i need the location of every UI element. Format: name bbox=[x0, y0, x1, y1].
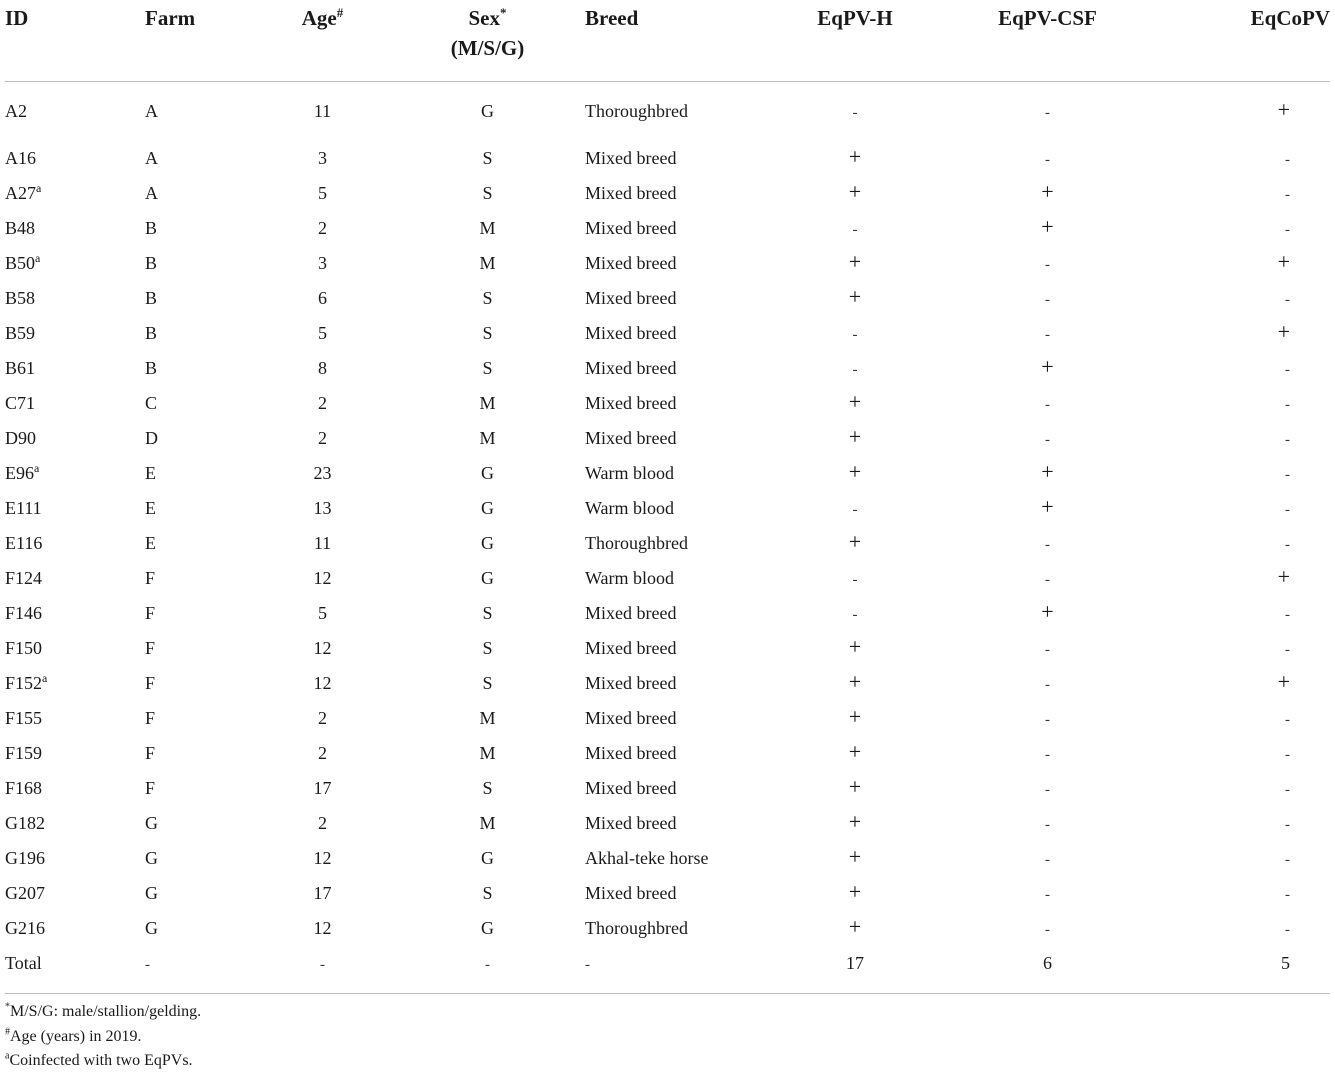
cell-sex: M bbox=[479, 393, 496, 413]
data-table-container bbox=[5, 0, 1330, 994]
cell-age: 12 bbox=[313, 848, 332, 868]
cell-age: 3 bbox=[318, 148, 327, 168]
cell-eqpv-csf: + bbox=[1041, 459, 1054, 484]
cell-eqpv-h: + bbox=[848, 634, 862, 659]
table-row bbox=[5, 911, 1330, 946]
cell-eqpv-csf: + bbox=[1041, 354, 1054, 379]
cell-sex: S bbox=[482, 673, 493, 693]
cell-age: 12 bbox=[313, 918, 332, 938]
cell-farm: G bbox=[145, 918, 158, 938]
cell-age: 12 bbox=[313, 568, 332, 588]
cell-age: 11 bbox=[313, 533, 332, 553]
cell-eqcopv: - bbox=[1285, 817, 1290, 833]
cell-eqpv-h: - bbox=[852, 572, 858, 588]
cell-breed: Mixed breed bbox=[585, 883, 677, 903]
cell-breed: Mixed breed bbox=[585, 358, 677, 378]
table-row bbox=[5, 736, 1330, 771]
footnote-line: *M/S/G: male/stallion/gelding. bbox=[5, 1001, 202, 1020]
cell-farm: A bbox=[145, 183, 158, 203]
cell-farm: F bbox=[145, 568, 156, 588]
cell-sex: M bbox=[479, 813, 496, 833]
cell-breed: Mixed breed bbox=[585, 673, 677, 693]
cell-farm: F bbox=[145, 743, 156, 763]
cell-breed: Mixed breed bbox=[585, 603, 677, 623]
cell-eqcopv: - bbox=[1285, 852, 1290, 868]
cell-eqcopv: + bbox=[1277, 564, 1290, 589]
table-row bbox=[5, 141, 1330, 176]
table-row bbox=[5, 596, 1330, 631]
cell-breed: Warm blood bbox=[585, 463, 675, 483]
table-row bbox=[5, 421, 1330, 456]
cell-farm: - bbox=[145, 946, 255, 994]
footnote-line: #Age (years) in 2019. bbox=[5, 1026, 142, 1045]
cell-id: E116 bbox=[5, 533, 43, 553]
cell-eqcopv: - bbox=[1285, 502, 1290, 518]
cell-age: 12 bbox=[313, 673, 332, 693]
cell-eqpv-h: + bbox=[848, 844, 862, 869]
cell-age: 5 bbox=[318, 323, 327, 343]
cell-eqpv-csf: - bbox=[1045, 257, 1050, 273]
cell-eqpv-csf: - bbox=[1045, 712, 1050, 728]
cell-breed: Mixed breed bbox=[585, 253, 677, 273]
cell-farm: C bbox=[145, 393, 158, 413]
cell-farm: F bbox=[145, 638, 156, 658]
cell-breed: Mixed breed bbox=[585, 183, 677, 203]
cell-eqcopv: - bbox=[1285, 747, 1290, 763]
table-row bbox=[5, 946, 1330, 994]
cell-breed: Mixed breed bbox=[585, 708, 677, 728]
cell-eqcopv: - bbox=[1285, 887, 1290, 903]
table-row bbox=[5, 841, 1330, 876]
table-row bbox=[5, 281, 1330, 316]
cell-farm: F bbox=[145, 673, 156, 693]
table-row bbox=[5, 876, 1330, 911]
header-breed: Breed bbox=[585, 0, 780, 82]
cell-eqcopv: - bbox=[1285, 292, 1290, 308]
cell-farm: B bbox=[145, 358, 158, 378]
cell-age: 6 bbox=[318, 288, 327, 308]
cell-eqcopv: - bbox=[1285, 642, 1290, 658]
cell-sex: M bbox=[479, 743, 496, 763]
cell-age: 3 bbox=[318, 253, 327, 273]
cell-eqpv-csf: - bbox=[1045, 922, 1050, 938]
cell-farm: G bbox=[145, 883, 158, 903]
cell-id: B50$^a$ bbox=[5, 251, 41, 273]
cell-sex: G bbox=[481, 918, 494, 938]
cell-eqpv-h: + bbox=[848, 914, 862, 939]
cell-sex: - bbox=[390, 946, 585, 994]
table-row bbox=[5, 176, 1330, 211]
cell-eqcopv: - bbox=[1285, 537, 1290, 553]
cell-farm: A bbox=[145, 101, 158, 121]
cell-eqpv-h: - bbox=[852, 105, 858, 121]
cell-age: 2 bbox=[318, 393, 327, 413]
cell-sex: S bbox=[482, 323, 493, 343]
cell-age: 2 bbox=[318, 813, 327, 833]
cell-farm: A bbox=[145, 148, 158, 168]
cell-eqpv-csf: + bbox=[1041, 599, 1054, 624]
table-row bbox=[5, 491, 1330, 526]
cell-eqcopv: - bbox=[1285, 362, 1290, 378]
cell-farm: D bbox=[145, 428, 158, 448]
footnote-marker: a bbox=[42, 671, 48, 685]
cell-farm: F bbox=[145, 603, 156, 623]
cell-eqpv-csf: - bbox=[1045, 782, 1050, 798]
table-row bbox=[5, 806, 1330, 841]
cell-id: F155 bbox=[5, 708, 43, 728]
cell-id: C71 bbox=[5, 393, 36, 413]
table-row bbox=[5, 351, 1330, 386]
cell-eqpv-h: - bbox=[852, 607, 858, 623]
cell-eqpv-h: + bbox=[848, 529, 862, 554]
cell-eqcopv: - bbox=[1285, 467, 1290, 483]
cell-eqpv-h: + bbox=[848, 879, 862, 904]
cell-eqpv-csf: - bbox=[1045, 327, 1050, 343]
eqpv-table bbox=[5, 0, 1330, 994]
cell-eqcopv: - bbox=[1285, 607, 1290, 623]
cell-breed: Mixed breed bbox=[585, 323, 677, 343]
cell-sex: G bbox=[481, 101, 494, 121]
cell-id: F168 bbox=[5, 778, 43, 798]
cell-breed: Thoroughbred bbox=[585, 101, 688, 121]
cell-sex: M bbox=[479, 218, 496, 238]
cell-eqpv-csf: - bbox=[1045, 432, 1050, 448]
cell-breed: Mixed breed bbox=[585, 638, 677, 658]
cell-breed: Mixed breed bbox=[585, 428, 677, 448]
cell-age: - bbox=[255, 946, 390, 994]
cell-sex: M bbox=[479, 253, 496, 273]
cell-breed: Mixed breed bbox=[585, 778, 677, 798]
cell-id: A16 bbox=[5, 148, 36, 168]
cell-eqpv-csf: - bbox=[1045, 572, 1050, 588]
cell-eqpv-h: + bbox=[848, 459, 862, 484]
footnotes bbox=[5, 1000, 201, 1074]
cell-id: B48 bbox=[5, 218, 36, 238]
cell-eqpv-h: + bbox=[848, 144, 862, 169]
table-row bbox=[5, 246, 1330, 281]
cell-eqpv-csf: - bbox=[1045, 852, 1050, 868]
cell-id: G216 bbox=[5, 918, 45, 938]
cell-id: G207 bbox=[5, 883, 45, 903]
cell-eqcopv: - bbox=[1285, 222, 1290, 238]
cell-eqcopv: - bbox=[1285, 922, 1290, 938]
cell-eqpv-h: + bbox=[848, 704, 862, 729]
cell-eqpv-h: - bbox=[852, 502, 858, 518]
table-header-row bbox=[5, 0, 1330, 82]
table-row bbox=[5, 456, 1330, 491]
cell-sex: M bbox=[479, 428, 496, 448]
cell-eqcopv: 5 bbox=[1165, 946, 1330, 994]
cell-age: 5 bbox=[318, 183, 327, 203]
footnote-marker: a bbox=[35, 251, 41, 265]
cell-sex: G bbox=[481, 568, 494, 588]
cell-breed: Akhal-teke horse bbox=[585, 848, 709, 868]
cell-age: 12 bbox=[313, 638, 332, 658]
cell-age: 2 bbox=[318, 428, 327, 448]
cell-eqpv-csf: - bbox=[1045, 887, 1050, 903]
header-id: ID bbox=[5, 0, 145, 82]
cell-eqcopv: + bbox=[1277, 97, 1290, 122]
cell-id: F150 bbox=[5, 638, 43, 658]
cell-id: F146 bbox=[5, 603, 43, 623]
cell-eqpv-h: + bbox=[848, 389, 862, 414]
cell-eqcopv: - bbox=[1285, 432, 1290, 448]
cell-eqpv-csf: - bbox=[1045, 105, 1050, 121]
cell-sex: S bbox=[482, 183, 493, 203]
cell-breed: Mixed breed bbox=[585, 148, 677, 168]
cell-eqpv-h: + bbox=[848, 739, 862, 764]
cell-sex: S bbox=[482, 778, 493, 798]
cell-sex: G bbox=[481, 533, 494, 553]
cell-eqcopv: - bbox=[1285, 782, 1290, 798]
cell-age: 2 bbox=[318, 708, 327, 728]
cell-breed: Mixed breed bbox=[585, 743, 677, 763]
cell-eqpv-csf: - bbox=[1045, 677, 1050, 693]
cell-breed: Warm blood bbox=[585, 498, 675, 518]
table-row bbox=[5, 561, 1330, 596]
cell-sex: M bbox=[479, 708, 496, 728]
header-age: Age# bbox=[255, 0, 390, 82]
cell-id: F152$^a$ bbox=[5, 671, 48, 693]
cell-eqpv-h: + bbox=[848, 249, 862, 274]
cell-breed: - bbox=[585, 946, 780, 994]
cell-eqpv-h: - bbox=[852, 222, 858, 238]
cell-age: 8 bbox=[318, 358, 327, 378]
cell-eqcopv: - bbox=[1285, 187, 1290, 203]
cell-eqpv-h: + bbox=[848, 179, 862, 204]
cell-sex: S bbox=[482, 288, 493, 308]
table-row bbox=[5, 771, 1330, 806]
cell-id: B59 bbox=[5, 323, 36, 343]
cell-eqpv-csf: - bbox=[1045, 747, 1050, 763]
cell-id: A2 bbox=[5, 101, 27, 121]
table-row bbox=[5, 82, 1330, 142]
table-row bbox=[5, 666, 1330, 701]
header-eqcopv: EqCoPV bbox=[1165, 0, 1330, 82]
table-body bbox=[5, 82, 1330, 994]
cell-farm: F bbox=[145, 778, 156, 798]
cell-sex: G bbox=[481, 848, 494, 868]
cell-farm: B bbox=[145, 253, 158, 273]
cell-eqpv-csf: - bbox=[1045, 292, 1050, 308]
cell-id: A27$^a$ bbox=[5, 181, 42, 203]
cell-age: 5 bbox=[318, 603, 327, 623]
cell-eqcopv: + bbox=[1277, 249, 1290, 274]
cell-breed: Mixed breed bbox=[585, 393, 677, 413]
cell-eqpv-csf: 6 bbox=[930, 946, 1165, 994]
cell-age: 23 bbox=[313, 463, 332, 483]
cell-breed: Mixed breed bbox=[585, 288, 677, 308]
cell-id: E96$^a$ bbox=[5, 461, 40, 483]
header-farm: Farm bbox=[145, 0, 255, 82]
cell-sex: S bbox=[482, 638, 493, 658]
cell-id: F124 bbox=[5, 568, 43, 588]
cell-eqpv-csf: - bbox=[1045, 397, 1050, 413]
table-row bbox=[5, 631, 1330, 666]
cell-breed: Warm blood bbox=[585, 568, 675, 588]
cell-id: D90 bbox=[5, 428, 36, 448]
header-eqpv-csf: EqPV-CSF bbox=[930, 0, 1165, 82]
cell-farm: B bbox=[145, 323, 158, 343]
cell-farm: F bbox=[145, 708, 156, 728]
cell-eqpv-h: - bbox=[852, 327, 858, 343]
cell-eqcopv: - bbox=[1285, 712, 1290, 728]
cell-age: 11 bbox=[313, 101, 332, 121]
cell-id: E111 bbox=[5, 498, 42, 518]
cell-sex: S bbox=[482, 603, 493, 623]
cell-sex: S bbox=[482, 883, 493, 903]
table-row bbox=[5, 316, 1330, 351]
cell-sex: G bbox=[481, 498, 494, 518]
cell-farm: E bbox=[145, 498, 156, 518]
cell-eqpv-csf: + bbox=[1041, 179, 1054, 204]
cell-eqpv-csf: - bbox=[1045, 642, 1050, 658]
cell-sex: S bbox=[482, 148, 493, 168]
cell-farm: E bbox=[145, 533, 156, 553]
cell-farm: E bbox=[145, 463, 156, 483]
cell-farm: G bbox=[145, 848, 158, 868]
cell-eqpv-csf: - bbox=[1045, 537, 1050, 553]
header-eqpv-h: EqPV-H bbox=[780, 0, 930, 82]
footnote-marker: a bbox=[36, 181, 42, 195]
cell-eqpv-h: + bbox=[848, 669, 862, 694]
cell-eqpv-h: - bbox=[852, 362, 858, 378]
cell-id: B58 bbox=[5, 288, 36, 308]
table-row bbox=[5, 386, 1330, 421]
table-row bbox=[5, 526, 1330, 561]
cell-breed: Thoroughbred bbox=[585, 918, 688, 938]
cell-eqpv-csf: - bbox=[1045, 152, 1050, 168]
cell-breed: Mixed breed bbox=[585, 813, 677, 833]
cell-eqpv-csf: + bbox=[1041, 214, 1054, 239]
cell-sex: G bbox=[481, 463, 494, 483]
cell-farm: B bbox=[145, 288, 158, 308]
cell-eqpv-h: + bbox=[848, 809, 862, 834]
cell-breed: Mixed breed bbox=[585, 218, 677, 238]
cell-farm: B bbox=[145, 218, 158, 238]
cell-age: 17 bbox=[313, 778, 332, 798]
cell-age: 17 bbox=[313, 883, 332, 903]
cell-age: 13 bbox=[313, 498, 332, 518]
table-row bbox=[5, 211, 1330, 246]
footnote-line: $^a$Coinfected with two EqPVs. bbox=[5, 1050, 193, 1069]
footnote-marker: a bbox=[34, 461, 40, 475]
cell-id: B61 bbox=[5, 358, 36, 378]
cell-eqpv-csf: + bbox=[1041, 494, 1054, 519]
cell-eqcopv: + bbox=[1277, 319, 1290, 344]
cell-eqpv-h: + bbox=[848, 284, 862, 309]
cell-eqcopv: + bbox=[1277, 669, 1290, 694]
table-row bbox=[5, 701, 1330, 736]
cell-age: 2 bbox=[318, 743, 327, 763]
cell-eqpv-h: 17 bbox=[780, 946, 930, 994]
cell-eqpv-csf: - bbox=[1045, 817, 1050, 833]
cell-id: G182 bbox=[5, 813, 45, 833]
cell-eqpv-h: + bbox=[848, 774, 862, 799]
cell-breed: Thoroughbred bbox=[585, 533, 688, 553]
cell-eqcopv: - bbox=[1285, 397, 1290, 413]
header-sex: Sex* (M/S/G) bbox=[390, 0, 585, 82]
cell-sex: S bbox=[482, 358, 493, 378]
cell-age: 2 bbox=[318, 218, 327, 238]
cell-eqpv-h: + bbox=[848, 424, 862, 449]
cell-id: Total bbox=[5, 946, 145, 994]
cell-id: F159 bbox=[5, 743, 43, 763]
cell-farm: G bbox=[145, 813, 158, 833]
cell-eqcopv: - bbox=[1285, 152, 1290, 168]
cell-id: G196 bbox=[5, 848, 45, 868]
